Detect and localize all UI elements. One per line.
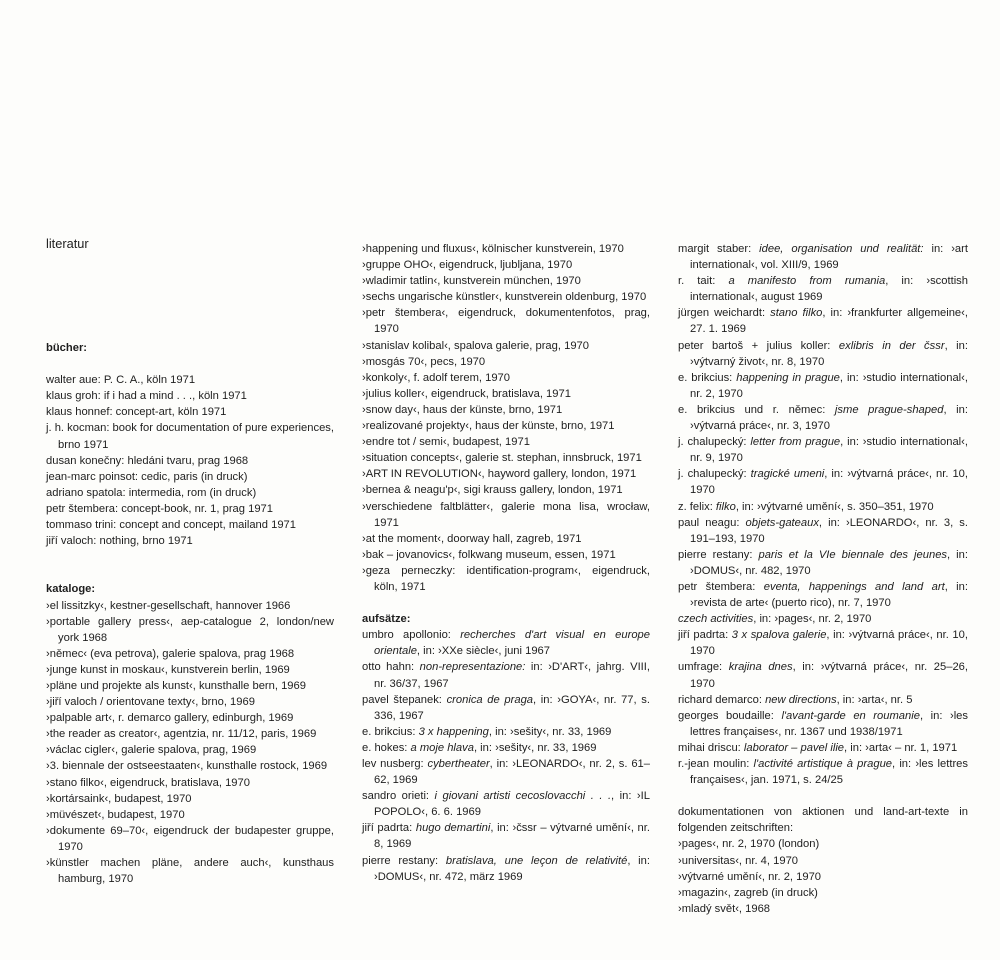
entry-text: r. tait: [678, 275, 729, 288]
entry-title-italic: krajina dnes [728, 661, 793, 674]
entry-text: , in: ›studio international‹, nr. 2, 1970 [690, 371, 968, 400]
entry-title-italic: objets-gateaux [745, 516, 819, 529]
page-title: literatur [46, 236, 89, 251]
bibliography-entry [678, 611, 968, 627]
bibliography-entry: ›happening und fluxus‹, kölnischer kunstverein, 1970 [362, 243, 624, 255]
entry-text: pierre restany: [678, 548, 759, 561]
bibliography-entry: ›situation concepts‹, galerie st. stephan, innsbruck, 1971 [362, 452, 642, 465]
entry-title-italic: 3 x happening [418, 725, 489, 738]
bibliography-entry: ›künstler machen pläne, andere auch‹, kunsthaus hamburg, 1970 [46, 857, 334, 886]
entry-title-italic: new directions [765, 693, 837, 706]
bibliography-entry: ›pages‹, nr. 2, 1970 (london) [678, 838, 820, 851]
entry-title-italic: laborator – pavel ilie [743, 741, 845, 754]
entry-title-italic: non-representazione: [419, 661, 526, 674]
entry-text: , in: ›revista de arte‹ (puerto rico), nr. 7, 1970 [690, 580, 968, 610]
bibliography-entry [678, 241, 968, 273]
entry-title-italic: paris et la VIe biennale des jeunes [758, 548, 948, 561]
entry-title-italic: filko [715, 500, 736, 513]
bibliography-entry [362, 853, 650, 885]
bibliography-entry [678, 756, 968, 788]
bibliography-entry: klaus groh: if i had a mind . . ., köln 1971 [46, 390, 247, 403]
entry-text: pierre restany: [362, 854, 446, 867]
bibliography-entry: ›gruppe OHO‹, eigendruck, ljubljana, 1970 [362, 259, 573, 272]
bibliography-entry: ›palpable art‹, r. demarco gallery, edinburgh, 1969 [46, 712, 294, 725]
entry-title-italic: l'avant-garde en roumanie [781, 709, 920, 722]
bibliography-entry: petr štembera: concept-book, nr. 1, prag 1971 [46, 502, 273, 515]
entry-text: , in: ›GOYA‹, nr. 77, s. 336, 1967 [374, 693, 650, 722]
entry-title-italic: eventa, happenings and land art [763, 580, 945, 593]
entry-text: , in: ›arta‹, nr. 5 [836, 693, 913, 706]
bibliography-entry: ›bernea & neagu'p‹, sigi krauss gallery, london, 1971 [362, 484, 623, 497]
bibliography-entry: tommaso trini: concept and concept, mailand 1971 [46, 519, 296, 532]
bibliography-entry: ›pläne und projekte als kunst‹, kunsthalle bern, 1969 [46, 679, 306, 692]
bibliography-entry: jean-marc poinsot: cedic, paris (in druck) [46, 470, 248, 483]
entry-text: peter bartoš + julius koller: [678, 339, 839, 352]
bibliography-entry [678, 740, 968, 756]
entry-text: georges boudaille: [678, 709, 782, 722]
bibliography-entry [362, 820, 650, 852]
entry-text: , in: ›LEONARDO‹, nr. 3, s. 191–193, 1970 [690, 516, 968, 545]
bibliography-entry: ›ART IN REVOLUTION‹, hayword gallery, london, 1971 [362, 468, 637, 481]
entry-text: paul neagu: [678, 516, 746, 529]
bibliography-entry: adriano spatola: intermedia, rom (in druck) [46, 486, 257, 499]
entry-text: sandro orieti: [362, 790, 435, 803]
aufsaetze-list-part-1 [362, 627, 650, 885]
entry-text: petr štembera: [678, 580, 764, 593]
bibliography-entry: ›at the moment‹, doorway hall, zagreb, 1971 [362, 532, 582, 545]
bibliography-entry [678, 627, 968, 659]
bibliography-entry: ›výtvarné umění‹, nr. 2, 1970 [678, 870, 822, 883]
entry-title-italic: i giovani artisti cecoslovacchi . . . [434, 790, 612, 803]
entry-text: , in: ›sešity‹, nr. 33, 1969 [488, 725, 612, 738]
bibliography-entry: ›realizované projekty‹, haus der künste, brno, 1971 [362, 420, 615, 433]
entry-title-italic: jsme prague-shaped [834, 403, 944, 416]
bibliography-entry: ›wladimir tatlin‹, kunstverein münchen, 1970 [362, 275, 581, 288]
entry-text: , in: ›DOMUS‹, nr. 482, 1970 [690, 548, 968, 577]
bibliography-entry: ›verschiedene faltblätter‹, galerie mona lisa, wrocław, 1971 [362, 500, 650, 529]
entry-title-italic: cybertheater [427, 758, 490, 770]
entry-title-italic: czech activities [678, 613, 754, 626]
entry-text: in: ›D'ART‹, jahrg. VIII, nr. 36/37, 1967 [374, 661, 651, 690]
bibliography-entry [678, 692, 968, 708]
entry-text: mihai driscu: [678, 741, 744, 754]
entry-text: , in: ›výtvarné umění‹, s. 350–351, 1970 [735, 500, 934, 513]
entry-text: umbro apollonio: [362, 629, 461, 642]
entry-text: , in: ›DOMUS‹, nr. 472, märz 1969 [374, 854, 650, 883]
entry-text: e. brikcius: [678, 371, 737, 384]
entry-text: , in: ›scottish international‹, august 1969 [690, 275, 968, 304]
bibliography-entry: ›el lissitzky‹, kestner-gesellschaft, hannover 1966 [46, 599, 291, 612]
entry-title-italic: a manifesto from rumania [728, 275, 886, 288]
entry-title-italic: tragické umeni [750, 468, 825, 481]
entry-text: , in: ›studio international‹, nr. 9, 1970 [690, 436, 968, 465]
entry-text: jiří padrta: [678, 629, 732, 642]
entry-text: j. chalupecký: [678, 468, 751, 481]
entry-title-italic: stano filko [770, 307, 823, 320]
entry-title-italic: idee, organisation und realität: [759, 243, 924, 255]
entry-text: lev nusberg: [362, 758, 428, 770]
entry-title-italic: l'activité artistique à prague [753, 758, 893, 770]
section-heading-buecher: bücher: [46, 342, 88, 354]
entry-text: , in: ›pages‹, nr. 2, 1970 [753, 613, 872, 626]
bibliography-entry [678, 708, 968, 740]
bibliography-entry [678, 579, 968, 611]
dokumentationen-intro: dokumentationen von aktionen und land-art-texte in folgenden zeitschriften: [678, 806, 968, 835]
entry-text: otto hahn: [362, 661, 420, 674]
bibliography-entry: ›the reader as creator‹, agentzia, nr. 11/12, paris, 1969 [46, 728, 317, 741]
entry-text: jiří padrta: [362, 822, 416, 835]
bibliography-entry [362, 788, 650, 820]
bibliography-entry: ›bak – jovanovics‹, folkwang museum, essen, 1971 [362, 548, 616, 561]
buecher-list [46, 372, 334, 549]
aufsaetze-list-part-2 [678, 241, 968, 788]
entry-title-italic: bratislava, une leçon de relativité [445, 854, 628, 867]
bibliography-entry: ›mosgás 70‹, pecs, 1970 [362, 355, 486, 368]
column-2 [362, 241, 650, 885]
bibliography-entry: walter aue: P. C. A., köln 1971 [46, 374, 196, 387]
bibliography-entry: ›kortársaink‹, budapest, 1970 [46, 792, 192, 805]
bibliography-entry: ›magazin‹, zagreb (in druck) [678, 886, 818, 899]
entry-text: , in: ›IL POPOLO‹, 6. 6. 1969 [374, 790, 650, 819]
entry-text: , in: ›výtvarná práce‹, nr. 3, 1970 [690, 403, 968, 433]
bibliography-entry: jiří valoch: nothing, brno 1971 [46, 535, 193, 548]
entry-text: pavel štepanek: [362, 693, 447, 706]
entry-title-italic: cronica de praga [446, 693, 534, 706]
entry-text: z. felix: [678, 500, 716, 513]
bibliography-entry [362, 627, 650, 659]
entry-text: , in: ›les lettres françaises‹, jan. 1971, s. 24/25 [690, 758, 969, 787]
entry-text: , in: ›les lettres françaises‹, nr. 1367 und 1938/1971 [690, 709, 969, 738]
entry-title-italic: recherches d'art visual en europe orientale [374, 629, 651, 658]
bibliography-entry: klaus honnef: concept-art, köln 1971 [46, 406, 227, 419]
entry-title-italic: a moje hlava [410, 741, 474, 754]
entry-text: margit staber: [678, 243, 760, 255]
entry-text: , in: ›arta‹ – nr. 1, 1971 [844, 741, 958, 754]
section-heading-aufsaetze: aufsätze: [362, 613, 411, 626]
bibliography-entry [678, 402, 968, 434]
entry-text: e. brikcius und r. němec: [678, 403, 835, 416]
bibliography-entry: ›müvészet‹, budapest, 1970 [46, 808, 185, 821]
bibliography-entry: j. h. kocman: book for documentation of pure experiences, brno 1971 [46, 422, 334, 451]
entry-text: in: ›art international‹, vol. XIII/9, 1969 [690, 243, 968, 272]
entry-text: , in: ›frankfurter allgemeine‹, 27. 1. 1969 [690, 307, 968, 336]
bibliography-entry: ›julius koller‹, eigendruck, bratislava, 1971 [362, 387, 571, 400]
bibliography-entry: ›endre tot / semi‹, budapest, 1971 [362, 436, 530, 449]
entry-text: e. hokes: [362, 741, 411, 754]
entry-title-italic: exlibris in der čssr [838, 339, 945, 352]
entry-text: , in: ›XXe siècle‹, juni 1967 [416, 645, 550, 658]
bibliography-entry: ›stano filko‹, eigendruck, bratislava, 1970 [46, 776, 250, 789]
bibliography-entry: ›3. biennale der ostseestaaten‹, kunsthalle rostock, 1969 [46, 760, 328, 773]
bibliography-entry: ›jiří valoch / orientovane texty‹, brno, 1969 [46, 696, 255, 709]
entry-title-italic: letter from prague [750, 436, 841, 449]
entry-text: , in: ›sešity‹, nr. 33, 1969 [473, 741, 597, 754]
entry-text: , in: ›výtvarný život‹, nr. 8, 1970 [690, 339, 968, 368]
dokumentationen-list [678, 836, 968, 916]
bibliography-entry [362, 756, 650, 788]
entry-text: e. brikcius: [362, 725, 419, 738]
bibliography-entry [362, 724, 650, 740]
entry-text: , in: ›výtvarná práce‹, nr. 10, 1970 [690, 629, 968, 658]
bibliography-entry [362, 740, 650, 756]
bibliography-entry: ›snow day‹, haus der künste, brno, 1971 [362, 403, 563, 416]
entry-text: j. chalupecký: [678, 436, 751, 449]
entry-title-italic: 3 x spalova galerie [731, 629, 827, 642]
bibliography-entry: ›universitas‹, nr. 4, 1970 [678, 854, 799, 867]
column-3 [678, 241, 968, 917]
bibliography-entry: ›stanislav kolibal‹, spalova galerie, prag, 1970 [362, 339, 589, 352]
bibliography-entry [678, 305, 968, 337]
bibliography-entry: ›konkoly‹, f. adolf terem, 1970 [362, 371, 510, 384]
bibliography-entry [678, 547, 968, 579]
entry-title-italic: happening in prague [736, 371, 840, 384]
bibliography-entry [678, 434, 968, 466]
entry-text: , in: ›výtvarná práce‹, nr. 10, 1970 [690, 468, 968, 497]
entry-text: r.-jean moulin: [678, 758, 754, 770]
bibliography-entry: ›dokumente 69–70‹, eigendruck der budapester gruppe, 1970 [46, 824, 334, 853]
section-heading-kataloge: kataloge: [46, 583, 96, 596]
bibliography-entry [678, 466, 968, 498]
entry-text: richard demarco: [678, 693, 766, 706]
bibliography-entry [678, 659, 968, 691]
entry-text: umfrage: [678, 661, 729, 674]
entry-text: jürgen weichardt: [678, 307, 771, 320]
bibliography-entry: ›němec‹ (eva petrova), galerie spalova, prag 1968 [46, 647, 295, 660]
bibliography-entry: dusan konečny: hledáni tvaru, prag 1968 [46, 454, 249, 467]
bibliography-entry [678, 338, 968, 370]
bibliography-entry [678, 499, 968, 515]
entry-text: , in: ›čssr – výtvarné umění‹, nr. 8, 1969 [374, 822, 650, 851]
bibliography-entry [678, 370, 968, 402]
bibliography-entry [362, 659, 650, 691]
bibliography-entry: ›sechs ungarische künstler‹, kunstverein oldenburg, 1970 [362, 291, 647, 304]
entry-text: , in: ›výtvarná práce‹, nr. 25–26, 1970 [690, 661, 969, 690]
column-1 [46, 236, 334, 887]
kataloge-list-part-1 [46, 598, 334, 888]
bibliography-entry [678, 273, 968, 305]
bibliography-entry: ›václac cigler‹, galerie spalova, prag, 1969 [46, 744, 257, 757]
bibliography-entry: ›petr štembera‹, eigendruck, dokumentenfotos, prag, 1970 [362, 307, 650, 336]
bibliography-entry: ›mladý svět‹, 1968 [678, 902, 771, 915]
bibliography-entry: ›geza perneczky: identification-program‹, eigendruck, köln, 1971 [362, 564, 650, 593]
entry-title-italic: hugo demartini [415, 822, 491, 835]
bibliography-entry [362, 692, 650, 724]
bibliography-entry: ›junge kunst in moskau‹, kunstverein berlin, 1969 [46, 663, 290, 676]
bibliography-entry: ›portable gallery press‹, aep-catalogue 2, london/new york 1968 [46, 615, 334, 644]
entry-text: , in: ›LEONARDO‹, nr. 2, s. 61–62, 1969 [374, 758, 650, 787]
kataloge-list-part-2 [362, 241, 650, 595]
bibliography-entry [678, 515, 968, 547]
